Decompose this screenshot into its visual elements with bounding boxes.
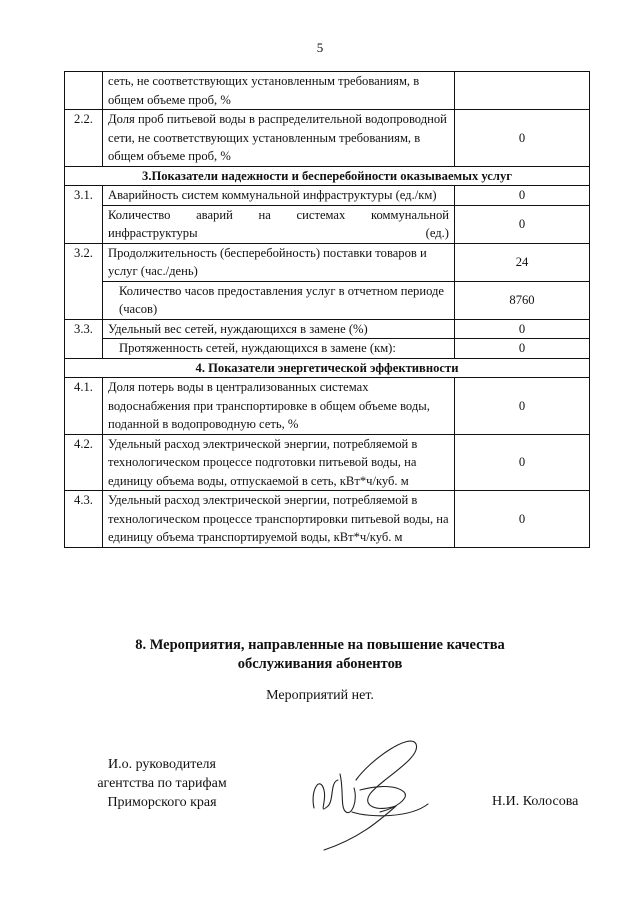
table-row [65,491,590,548]
row-text: Продолжительность (бесперебойность) поставки товаров и услуг (час./день) [103,243,455,281]
row-number: 4.1. [65,378,103,435]
signatory-position [82,755,242,812]
row-value: 0 [455,205,590,243]
row-value: 0 [455,378,590,435]
row-value: 0 [455,186,590,206]
section-8-title-line1: 8. Мероприятия, направленные на повышение качества [135,637,505,653]
row-text: Удельный вес сетей, нуждающихся в замене (%) [103,319,455,339]
row-value: 8760 [455,281,590,319]
page-number: 5 [316,40,324,55]
row-number: 4.2. [65,434,103,491]
row-number: 4.3. [65,491,103,548]
table-row [65,243,590,281]
row-number: 3.3. [65,319,103,358]
row-text: Аварийность систем коммунальной инфраструктуры (ед./км) [103,186,455,206]
table-row [65,110,590,167]
position-line: Приморского края [107,795,217,810]
indicators-table [64,71,590,548]
section-8-title-line2: обслуживания абонентов [237,656,403,672]
row-number [65,72,103,110]
row-number: 3.1. [65,186,103,244]
row-text: Удельный расход электрической энергии, потребляемой в технологическом процессе подготовки питьевой воды, на единицу объема воды, отпускаемой в сеть, кВт*ч/куб. м [103,434,455,491]
row-value: 0 [455,339,590,359]
row-text: Количество часов предоставления услуг в отчетном периоде (часов) [103,281,455,319]
row-text: Протяженность сетей, нуждающихся в замене (км): [103,339,455,359]
section-header-row [65,166,590,186]
table-row [65,378,590,435]
table-row [65,205,590,243]
row-text: Удельный расход электрической энергии, потребляемой в технологическом процессе транспортировки питьевой воды, на единицу объема транспортируемой воды, кВт*ч/куб. м [103,491,455,548]
row-text: Доля потерь воды в централизованных системах водоснабжения при транспортировке в общем объеме воды, поданной в водопроводную сеть, % [103,378,455,435]
position-line: И.о. руководителя [107,757,216,772]
row-value [455,72,590,110]
row-number: 3.2. [65,243,103,319]
row-value: 0 [455,434,590,491]
table-row [65,434,590,491]
row-text: Доля проб питьевой воды в распределительной водопроводной сети, не соответствующих установленным требованиям, в общем объеме проб, % [103,110,455,167]
position-line: агентства по тарифам [97,776,227,791]
section-header-row [65,358,590,378]
section-4-title: 4. Показатели энергетической эффективности [65,358,590,378]
table-row [65,281,590,319]
row-number: 2.2. [65,110,103,167]
row-text: сеть, не соответствующих установленным требованиям, в общем объеме проб, % [103,72,455,110]
handwritten-signature [300,720,460,860]
row-value: 0 [455,491,590,548]
table-row [65,339,590,359]
table-row [65,72,590,110]
signatory-name: Н.И. Колосова [492,794,579,809]
section-8-body: Мероприятий нет. [266,688,374,703]
row-value: 0 [455,110,590,167]
row-text: Количество аварий на системах коммунальной инфраструктуры (ед.) [103,205,455,243]
table-row [65,319,590,339]
row-value: 24 [455,243,590,281]
row-value: 0 [455,319,590,339]
table-row [65,186,590,206]
section-8-heading [0,636,640,674]
section-3-title: 3.Показатели надежности и бесперебойности оказываемых услуг [65,166,590,186]
